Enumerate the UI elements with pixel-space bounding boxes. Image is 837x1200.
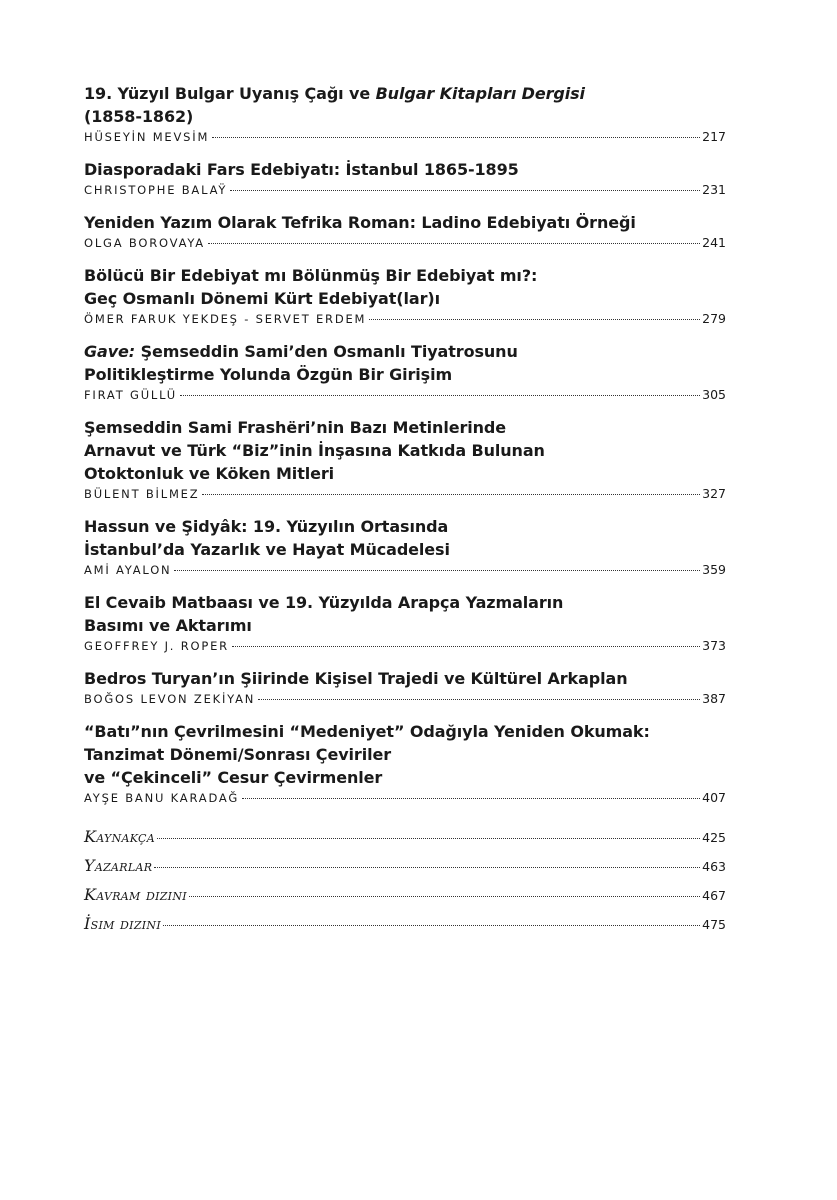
chapter-title-line — [84, 515, 726, 538]
page-number: 387 — [702, 691, 726, 706]
chapter-title-line — [84, 591, 726, 614]
dot-leader — [258, 699, 700, 700]
chapter-title-line — [84, 340, 726, 363]
chapter-title-text: (1858-1862) — [84, 107, 194, 126]
dot-leader — [174, 570, 700, 571]
chapter-title-italic: Bulgar Kitapları Dergisi — [375, 84, 585, 103]
page-number: 373 — [702, 638, 726, 653]
chapter-title-text: Bedros Turyan’ın Şiirinde Kişisel Trajedi ve Kültürel Arkaplan — [84, 669, 628, 688]
toc-entry[interactable] — [84, 667, 726, 706]
author-row — [84, 790, 726, 805]
chapter-title-line — [84, 416, 726, 439]
dot-leader — [369, 319, 700, 320]
author-row — [84, 562, 726, 577]
table-of-contents — [84, 82, 726, 943]
chapter-title — [84, 667, 726, 690]
chapter-title — [84, 515, 726, 561]
chapter-title-text: Bölücü Bir Edebiyat mı Bölünmüş Bir Edebiyat mı?: — [84, 266, 538, 285]
chapter-title-line — [84, 462, 726, 485]
toc-entry[interactable] — [84, 591, 726, 653]
backmatter-entry[interactable] — [84, 827, 726, 856]
chapter-author: ÖMER FARUK YEKDEŞ - SERVET ERDEM — [84, 312, 367, 326]
chapter-title-text: “Batı”nın Çevrilmesini “Medeniyet” Odağıyla Yeniden Okumak: — [84, 722, 650, 741]
chapter-title — [84, 211, 726, 234]
dot-leader — [154, 867, 700, 868]
page-number: 463 — [702, 859, 726, 874]
page-number: 305 — [702, 387, 726, 402]
backmatter-label: Yazarlar — [84, 856, 153, 875]
chapter-title-line — [84, 743, 726, 766]
dot-leader — [189, 896, 700, 897]
dot-leader — [202, 494, 700, 495]
chapter-title-line — [84, 82, 726, 105]
dot-leader — [180, 395, 700, 396]
dot-leader — [242, 798, 700, 799]
chapter-title — [84, 340, 726, 386]
page-number: 241 — [702, 235, 726, 250]
chapter-title-line — [84, 766, 726, 789]
page-number: 217 — [702, 129, 726, 144]
chapter-author: GEOFFREY J. ROPER — [84, 639, 229, 653]
page-number: 327 — [702, 486, 726, 501]
chapter-title-text: Şemseddin Sami’den Osmanlı Tiyatrosunu — [135, 342, 518, 361]
backmatter-label: Kaynakça — [84, 827, 155, 846]
backmatter-entry[interactable] — [84, 856, 726, 885]
chapter-title-text: İstanbul’da Yazarlık ve Hayat Mücadelesi — [84, 540, 450, 559]
chapter-title-text: ve “Çekinceli” Cesur Çevirmenler — [84, 768, 383, 787]
chapter-title — [84, 82, 726, 128]
toc-entry[interactable] — [84, 82, 726, 144]
backmatter-entry[interactable] — [84, 914, 726, 943]
chapter-title-line — [84, 614, 726, 637]
author-row — [84, 182, 726, 197]
chapter-title — [84, 264, 726, 310]
chapter-title — [84, 416, 726, 485]
toc-entry[interactable] — [84, 158, 726, 197]
toc-entries — [84, 82, 726, 805]
toc-entry[interactable] — [84, 515, 726, 577]
toc-entry[interactable] — [84, 211, 726, 250]
chapter-author: CHRISTOPHE BALAŸ — [84, 183, 228, 197]
backmatter-label: İsim dizini — [84, 914, 161, 933]
chapter-title-line — [84, 211, 726, 234]
dot-leader — [212, 137, 700, 138]
author-row — [84, 691, 726, 706]
author-row — [84, 129, 726, 144]
chapter-title-line — [84, 439, 726, 462]
dot-leader — [163, 925, 700, 926]
chapter-title-text: Yeniden Yazım Olarak Tefrika Roman: Ladino Edebiyatı Örneği — [84, 213, 636, 232]
chapter-title-line — [84, 720, 726, 743]
chapter-title-text: Otoktonluk ve Köken Mitleri — [84, 464, 335, 483]
chapter-title-line — [84, 363, 726, 386]
chapter-title — [84, 720, 726, 789]
chapter-author: AYŞE BANU KARADAĞ — [84, 791, 240, 805]
chapter-title-line — [84, 264, 726, 287]
chapter-title — [84, 591, 726, 637]
chapter-title-line — [84, 158, 726, 181]
dot-leader — [232, 646, 700, 647]
chapter-author: FIRAT GÜLLÜ — [84, 388, 177, 402]
chapter-title-line — [84, 287, 726, 310]
chapter-title-text: Diasporadaki Fars Edebiyatı: İstanbul 1865-1895 — [84, 160, 519, 179]
page-number: 425 — [702, 830, 726, 845]
chapter-title-text: El Cevaib Matbaası ve 19. Yüzyılda Arapça Yazmaların — [84, 593, 564, 612]
backmatter-label: Kavram dizini — [84, 885, 187, 904]
chapter-title-italic: Gave: — [84, 342, 136, 361]
chapter-author: AMİ AYALON — [84, 563, 172, 577]
page-number: 467 — [702, 888, 726, 903]
chapter-title-line — [84, 538, 726, 561]
dot-leader — [157, 838, 700, 839]
backmatter-entry[interactable] — [84, 885, 726, 914]
chapter-title-text: 19. Yüzyıl Bulgar Uyanış Çağı ve — [84, 84, 376, 103]
dot-leader — [208, 243, 700, 244]
author-row — [84, 235, 726, 250]
page-number: 231 — [702, 182, 726, 197]
author-row — [84, 387, 726, 402]
chapter-author: BÜLENT BİLMEZ — [84, 487, 200, 501]
chapter-title-line — [84, 105, 726, 128]
chapter-title-text: Şemseddin Sami Frashëri’nin Bazı Metinlerinde — [84, 418, 507, 437]
chapter-title-text: Tanzimat Dönemi/Sonrası Çeviriler — [84, 745, 392, 764]
toc-entry[interactable] — [84, 340, 726, 402]
chapter-title-text: Politikleştirme Yolunda Özgün Bir Girişim — [84, 365, 453, 384]
chapter-title-text: Hassun ve Şidyâk: 19. Yüzyılın Ortasında — [84, 517, 449, 536]
chapter-title-text: Basımı ve Aktarımı — [84, 616, 252, 635]
chapter-title-text: Arnavut ve Türk “Biz”inin İnşasına Katkıda Bulunan — [84, 441, 545, 460]
toc-entry[interactable] — [84, 264, 726, 326]
toc-entry[interactable] — [84, 416, 726, 501]
toc-backmatter — [84, 827, 726, 943]
chapter-title-line — [84, 667, 726, 690]
chapter-author: OLGA BOROVAYA — [84, 236, 205, 250]
author-row — [84, 486, 726, 501]
chapter-author: BOĞOS LEVON ZEKİYAN — [84, 692, 256, 706]
page-number: 475 — [702, 917, 726, 932]
author-row — [84, 311, 726, 326]
chapter-title — [84, 158, 726, 181]
author-row — [84, 638, 726, 653]
toc-entry[interactable] — [84, 720, 726, 805]
page-number: 359 — [702, 562, 726, 577]
page-number: 279 — [702, 311, 726, 326]
chapter-title-text: Geç Osmanlı Dönemi Kürt Edebiyat(lar)ı — [84, 289, 440, 308]
page-number: 407 — [702, 790, 726, 805]
dot-leader — [230, 190, 700, 191]
chapter-author: HÜSEYİN MEVSİM — [84, 130, 210, 144]
